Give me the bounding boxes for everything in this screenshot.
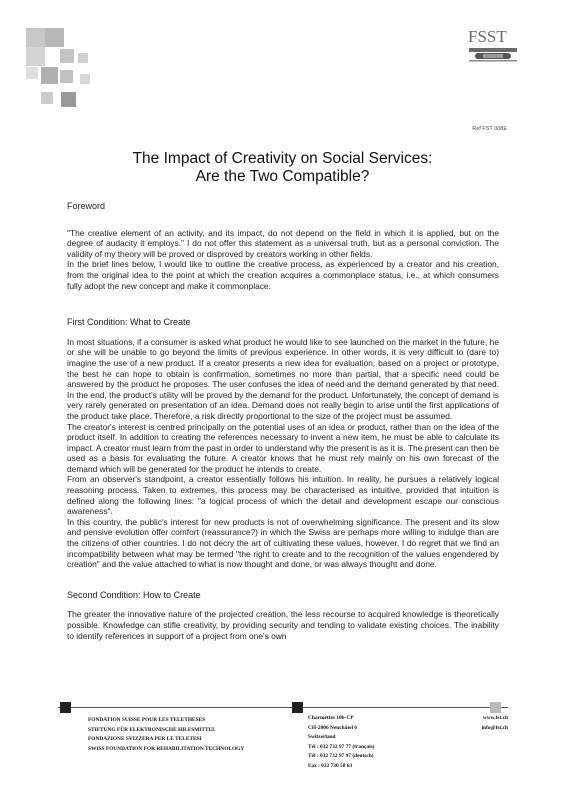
paragraph: From an observer's standpoint, a creator essentially follows his intuition. In reality, he pursues a relatively logical reasoning process. Taken to extremes, this process may be characterised as intuitive, provided that intuition is defined along the following lines: "a logical process of which the detail and development escape our conscious awareness". — [67, 474, 499, 517]
paragraph: The creator's interest is centred principally on the potential uses of an idea or product, rather than on the idea of the product itself. In addition to creating the references necessary to invent a new item, he must be able to calculate its impact. A creator must learn from the past in order to understand why the present is as it is. The present can then be used as a basis for evaluating the future. A creator knows that he must rely mainly on his own forecast of the demand which will be generated for the product he intends to create. — [67, 421, 499, 474]
section-heading: First Condition: What to Create — [67, 317, 191, 328]
footer-divider — [58, 707, 508, 708]
svg-text:FSST: FSST — [468, 27, 507, 46]
section-heading: Second Condition: How to Create — [67, 589, 201, 600]
paragraph: The greater the innovative nature of the projected creation, the less recourse to acquired knowledge is theoretically possible. Knowledge can stifle creativity, by providing security and tending to validate existing choices. The inability to identify references in support of a project from one's own — [67, 609, 499, 641]
fst-logo — [467, 26, 519, 66]
foreword-heading: Foreword — [67, 201, 106, 211]
paragraph: "The creative element of an activity, and its impact, do not depend on the field in which it is applied, but on the degree of audacity it employs." I do not offer this statement as a universal truth, but as a personal conviction. The validity of my theory will be proved or disproved by creators working in other fields. — [67, 227, 499, 259]
page-title — [40, 150, 525, 186]
fst-logo-icon — [467, 26, 519, 66]
paragraph: In this country, the public's interest for new products is not of overwhelming significance. The present and its slow and pensive evolution offer comfort (reassurance?) in which the Swiss are perhaps more willing to indulge than are the citizens of other countries. I do not decry the art of cultivating these values, however, I do regret that we find an incompatibility between what may be termed "the right to create and to the recognition of the values engendered by creation" and the value attached to what is now thought and done, or was always thought and done. — [67, 516, 499, 570]
reference-number: Ref FST 008E — [472, 126, 507, 132]
title-line-1: The Impact of Creativity on Social Services: — [132, 150, 433, 167]
contact-links — [470, 714, 508, 733]
footer-marker — [490, 702, 501, 713]
postal-address: Charmettes 10b-CP CH-2006 Neuchâtel 6 Switzerland Tél : 032 732 97 77 (français) Tél : 032 732 97 97 (deutsch) Fax : 032 730 58 63 — [308, 715, 375, 769]
page-footer — [0, 700, 565, 800]
paragraph: In most situations, if a consumer is asked what product he would like to see launched on the market in the future, he or she will be unable to go beyond the limits of previous experience. In other words, it is very difficult to (dare to) imagine the use of a new product. If a creator presents a new idea for evaluation, based on a project or prototype, the best he can hope to obtain is confirmation, sometimes no more than partial, that a specific need could be answered by the product he proposes. The user confuses the idea of need and the demand generated by that need. In the end, the product's utility will be proved by the demand for the product. Unfortunately, the concept of demand is very rarely generated on presentation of an idea. Demand does not really begin to arise until the first applications of the product take place. Therefore, a risk directly proportional to the size of the project must be assumed. — [67, 336, 499, 421]
foundation-names: FONDATION SUISSE POUR LES TELETHESES STIFTUNG FÜR ELEKTRONISCHE HILFSMITTEL FONDAZIONE SVIZZERA PER LE TELETESI SWISS FOUNDATION FOR REHABILITATION TECHNOLOGY — [88, 717, 245, 752]
footer-marker — [60, 702, 71, 713]
title-line-2: Are the Two Compatible? — [195, 168, 370, 185]
paragraph: In the brief lines below, I would like to outline the creative process, as experienced by a creator and his creation, from the original idea to the point at which the creation acquires a commonplace status, i.e., at which consumers fully adopt the new concept and make it commonplace. — [67, 259, 499, 291]
footer-marker — [292, 702, 303, 713]
website-link[interactable]: www.fst.ch — [482, 715, 508, 721]
document-body — [67, 201, 499, 641]
email-link[interactable]: info@fst.ch — [481, 724, 508, 731]
